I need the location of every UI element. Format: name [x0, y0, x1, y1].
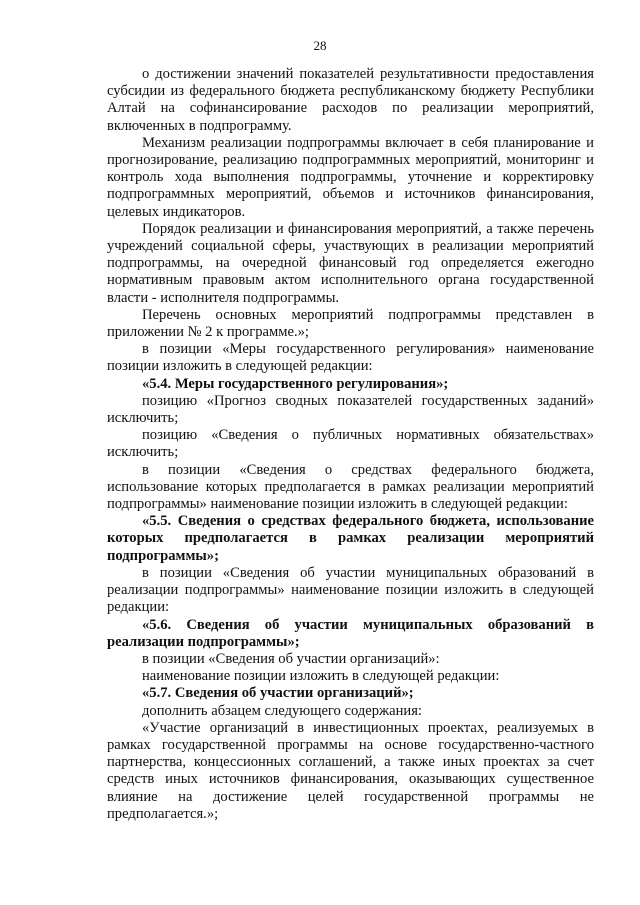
- heading-5-4: «5.4. Меры государственного регулирования»;: [142, 375, 449, 392]
- paragraph-municipal-position: в позиции «Сведения об участии муниципальных образований в реализации подпрограммы» наименование позиции изложить в следующей редакции:: [107, 564, 594, 616]
- paragraph-organizations-position: в позиции «Сведения об участии организаций»:: [142, 650, 440, 667]
- page-number: 28: [313, 38, 327, 53]
- paragraph-exclude-forecast: позицию «Прогноз сводных показателей государственных заданий» исключить;: [107, 392, 594, 427]
- heading-5-7: «5.7. Сведения об участии организаций»;: [142, 685, 414, 702]
- document-body: [107, 66, 594, 823]
- paragraph-regulation-position: в позиции «Меры государственного регулирования» наименование позиции изложить в следующей редакции:: [107, 341, 594, 375]
- heading-5-6: «5.6. Сведения об участии муниципальных образований в реализации подпрограммы»;: [107, 616, 594, 650]
- paragraph-organizations-participation: «Участие организаций в инвестиционных проектах, реализуемых в рамках государственной программы на основе государственно-частного партнерства, концессионных соглашений, а также иных проектах за счет средств иных источников финансирования, оказывающих существенное влияние на достижение целей государственной программы не предполагается.»;: [107, 719, 594, 822]
- paragraph-rename-position: наименование позиции изложить в следующей редакции:: [142, 668, 500, 685]
- paragraph-add-clause: дополнить абзацем следующего содержания:: [142, 702, 422, 719]
- paragraph-mechanism: Механизм реализации подпрограммы включает в себя планирование и прогнозирование, реализацию подпрограммных мероприятий, мониторинг и контроль хода выполнения подпрограммы, уточнение и корректировку подпрограммных мероприятий, объемов и источников финансирования, целевых индикаторов.: [107, 134, 594, 220]
- paragraph-federal-budget-position: в позиции «Сведения о средствах федерального бюджета, использование которых предполагается в рамках реализации мероприятий подпрограммы» наименование позиции изложить в следующей редакции:: [107, 461, 594, 513]
- heading-5-5: «5.5. Сведения о средствах федерального бюджета, использование которых предполагается в рамках реализации мероприятий подпрограммы»;: [107, 513, 594, 564]
- paragraph-subsidy-results: о достижении значений показателей результативности предоставления субсидии из федерального бюджета республиканскому бюджету Республики Алтай на софинансирование расходов по реализации мероприятий, включенных в подпрограмму.: [107, 66, 594, 134]
- paragraph-exclude-obligations: позицию «Сведения о публичных нормативных обязательствах» исключить;: [107, 427, 594, 461]
- paragraph-procedure: Порядок реализации и финансирования мероприятий, а также перечень учреждений социальной сферы, участвующих в реализации мероприятий подпрограммы, на очередной финансовый год определяется ежегодно нормативным правовым актом исполнительного органа государственной власти - исполнителя подпрограммы.: [107, 220, 594, 306]
- paragraph-activities-list: Перечень основных мероприятий подпрограммы представлен в приложении № 2 к программе.»;: [107, 306, 594, 341]
